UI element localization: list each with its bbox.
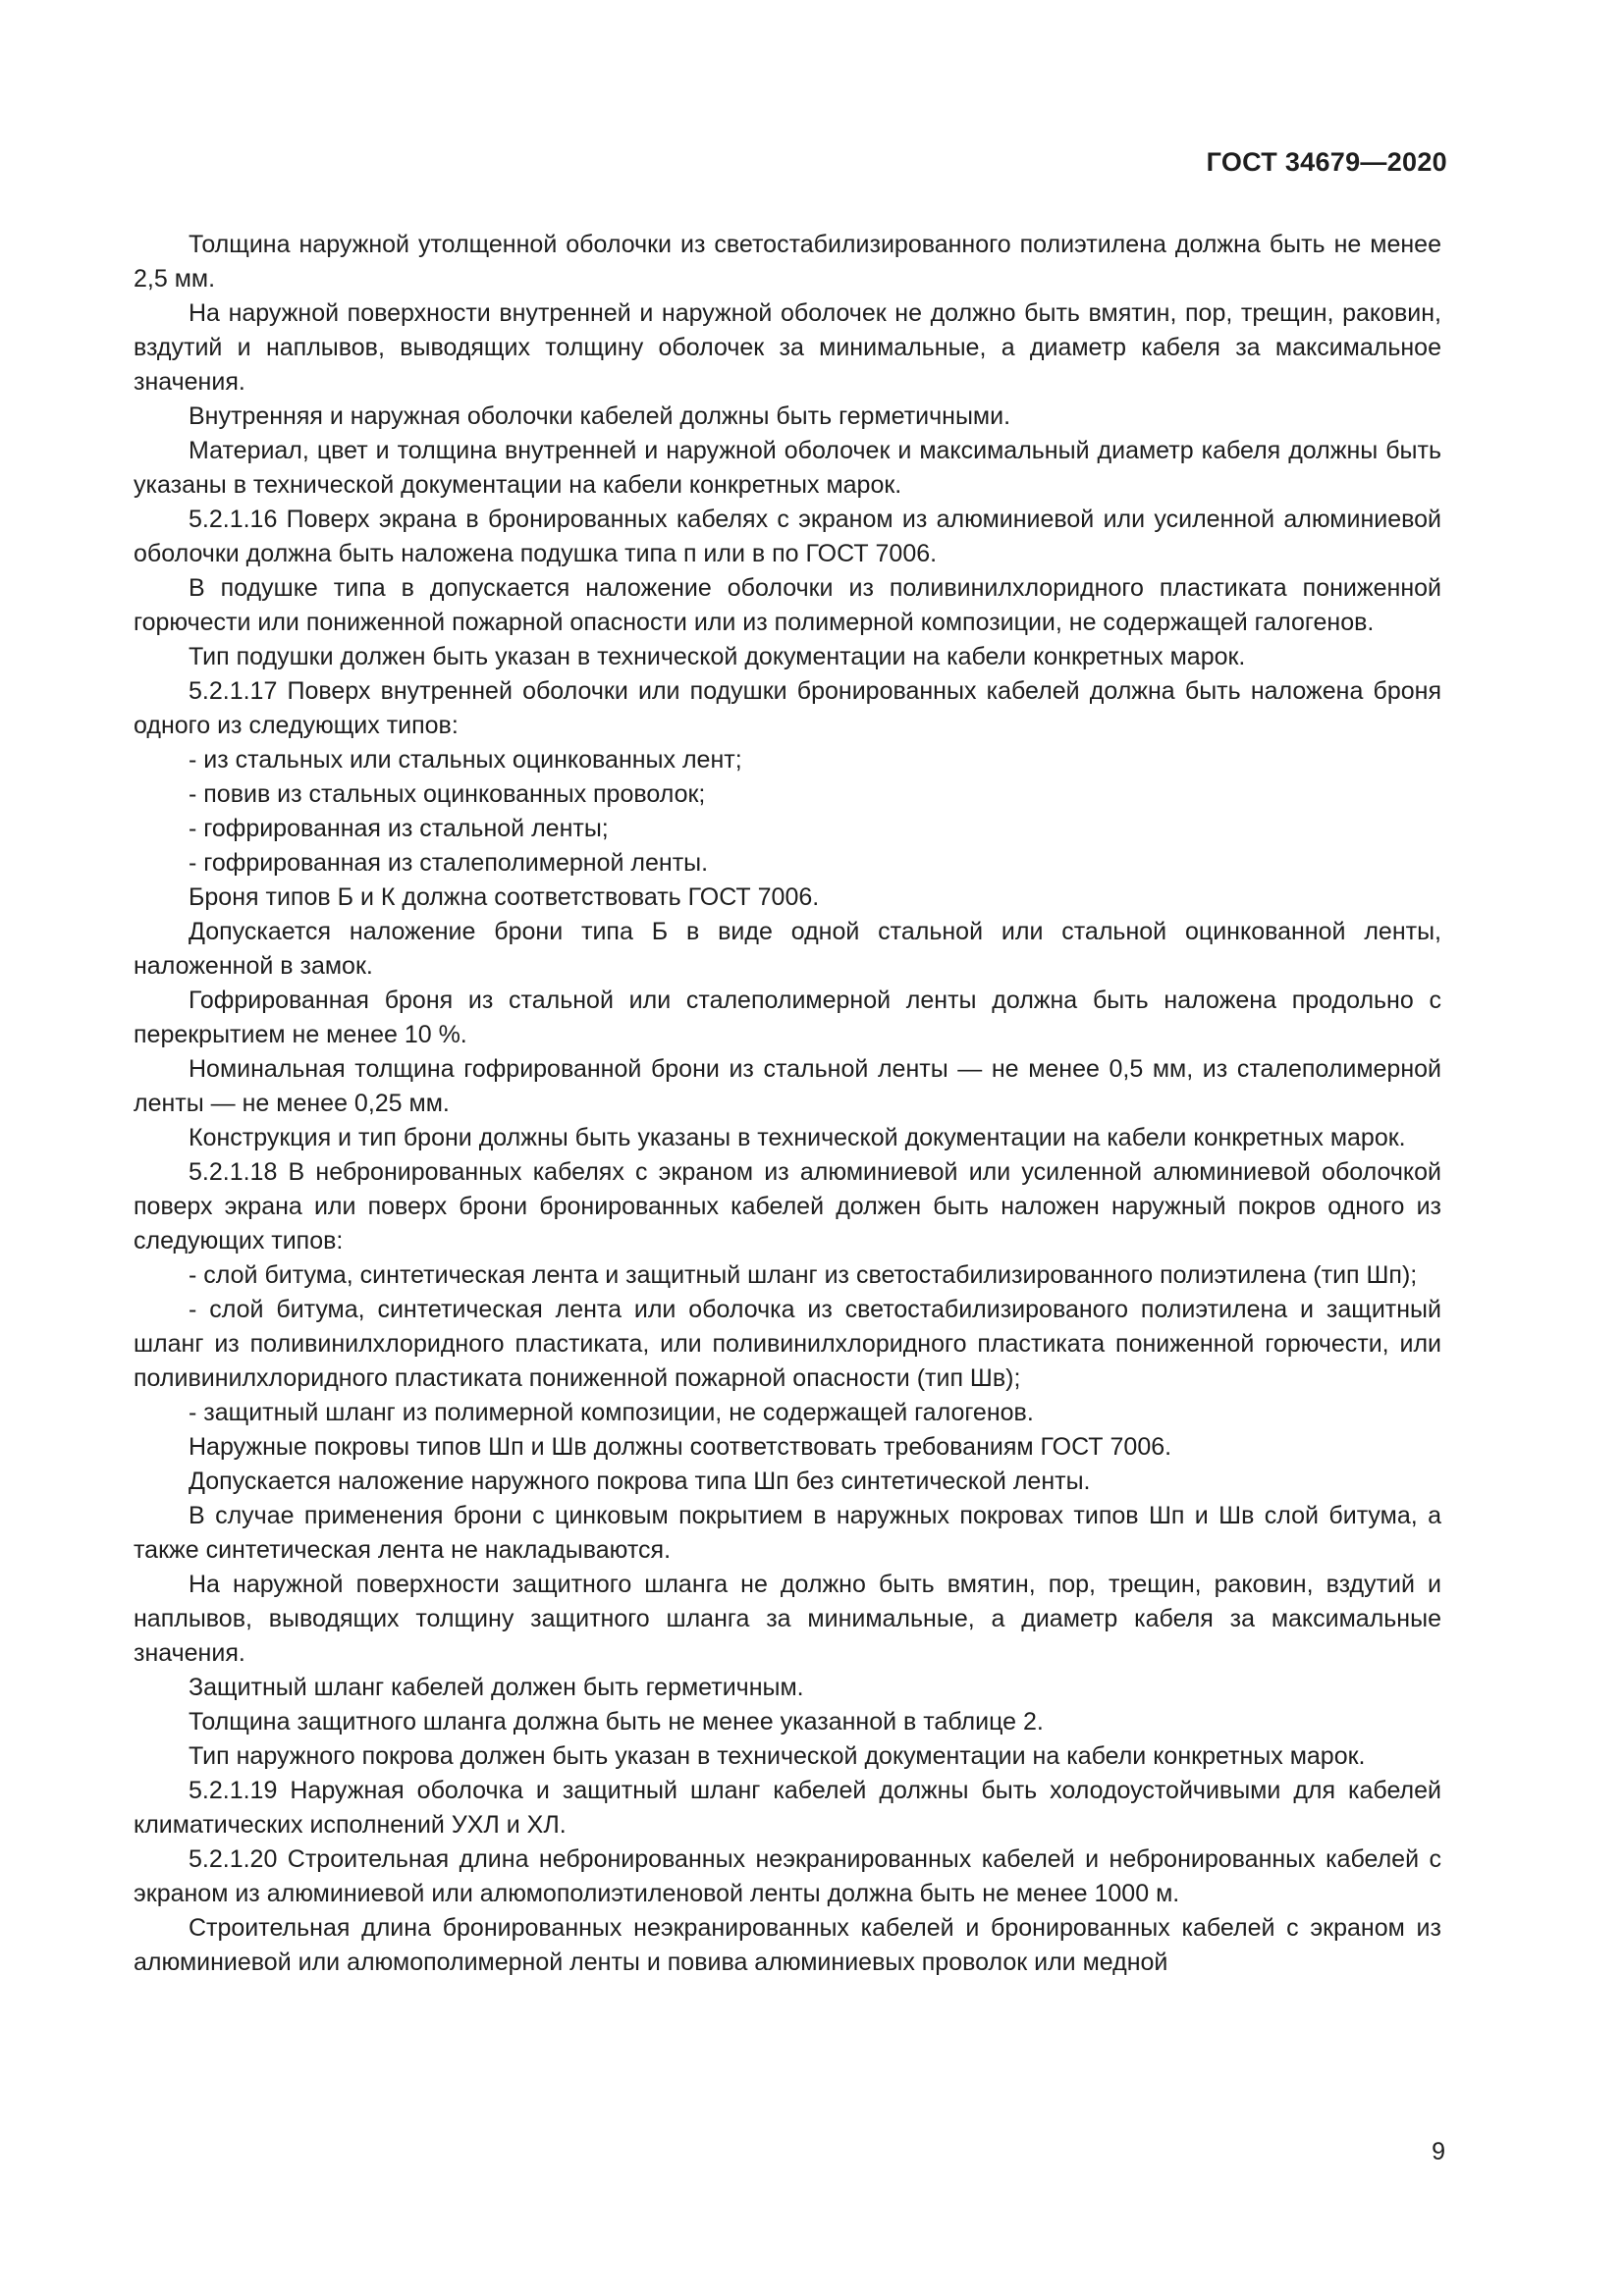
paragraph: Тип подушки должен быть указан в технической документации на кабели конкретных марок. xyxy=(189,643,1246,670)
clause-5-2-1-20: 5.2.1.20 Строительная длина небронированных неэкранированных кабелей и небронированных кабелей с экраном из алюминиевой или алюмополиэтиленовой ленты должна быть не менее 1000 м. xyxy=(134,1845,1441,1907)
clause-5-2-1-16: 5.2.1.16 Поверх экрана в бронированных кабелях с экраном из алюминиевой или усиленной алюминиевой оболочки должна быть наложена подушка типа п или в по ГОСТ 7006. xyxy=(134,506,1441,567)
paragraph: В случае применения брони с цинковым покрытием в наружных покровах типов Шп и Шв слой битума, а также синтетическая лента не накладываются. xyxy=(134,1502,1441,1564)
list-item: - слой битума, синтетическая лента или оболочка из светостабилизированого полиэтилена и защитный шланг из поливинилхлоридного пластиката, или поливинилхлоридного пластиката пониженной горючести, или поливинилхлоридного пластиката пониженной пожарной опасности (тип Шв); xyxy=(134,1296,1441,1392)
paragraph: Защитный шланг кабелей должен быть герметичным. xyxy=(189,1674,804,1701)
list-item: - из стальных или стальных оцинкованных лент; xyxy=(189,746,742,774)
page-number: 9 xyxy=(1432,2138,1445,2165)
paragraph: Строительная длина бронированных неэкранированных кабелей и бронированных кабелей с экраном из алюминиевой или алюмополимерной ленты и повива алюминиевых проволок или медной xyxy=(134,1914,1441,1976)
document-body xyxy=(134,228,1441,1980)
paragraph: Допускается наложение брони типа Б в виде одной стальной или стальной оцинкованной ленты, наложенной в замок. xyxy=(134,918,1441,980)
clause-5-2-1-18: 5.2.1.18 В небронированных кабелях с экраном из алюминиевой или усиленной алюминиевой оболочкой поверх экрана или поверх брони бронированных кабелей должен быть наложен наружный покров одного из следующих типов: xyxy=(134,1158,1441,1255)
paragraph: Толщина защитного шланга должна быть не менее указанной в таблице 2. xyxy=(189,1708,1044,1735)
paragraph: Гофрированная броня из стальной или сталеполимерной ленты должна быть наложена продольно с перекрытием не менее 10 %. xyxy=(134,987,1441,1048)
paragraph: На наружной поверхности внутренней и наружной оболочек не должно быть вмятин, пор, трещин, раковин, вздутий и наплывов, выводящих толщину оболочек за минимальные, а диаметр кабеля за максимальное значения. xyxy=(134,299,1441,396)
paragraph: Внутренняя и наружная оболочки кабелей должны быть герметичными. xyxy=(189,402,1011,430)
paragraph: Конструкция и тип брони должны быть указаны в технической документации на кабели конкретных марок. xyxy=(189,1124,1406,1151)
clause-5-2-1-17: 5.2.1.17 Поверх внутренней оболочки или подушки бронированных кабелей должна быть наложена броня одного из следующих типов: xyxy=(134,677,1441,739)
paragraph: Номинальная толщина гофрированной брони из стальной ленты — не менее 0,5 мм, из сталеполимерной ленты — не менее 0,25 мм. xyxy=(134,1055,1441,1117)
list-item: - гофрированная из сталеполимерной ленты. xyxy=(189,849,709,877)
paragraph: Толщина наружной утолщенной оболочки из светостабилизированного полиэтилена должна быть не менее 2,5 мм. xyxy=(134,231,1441,293)
paragraph: Тип наружного покрова должен быть указан в технической документации на кабели конкретных марок. xyxy=(189,1742,1366,1770)
paragraph: Броня типов Б и К должна соответствовать ГОСТ 7006. xyxy=(189,883,820,911)
list-item: - гофрированная из стальной ленты; xyxy=(189,815,609,842)
list-item: - защитный шланг из полимерной композиции, не содержащей галогенов. xyxy=(189,1399,1034,1426)
paragraph: В подушке типа в допускается наложение оболочки из поливинилхлоридного пластиката пониженной горючести или пониженной пожарной опасности или из полимерной композиции, не содержащей галогенов. xyxy=(134,574,1441,636)
paragraph: Материал, цвет и толщина внутренней и наружной оболочек и максимальный диаметр кабеля должны быть указаны в технической документации на кабели конкретных марок. xyxy=(134,437,1441,499)
clause-5-2-1-19: 5.2.1.19 Наружная оболочка и защитный шланг кабелей должны быть холодоустойчивыми для кабелей климатических исполнений УХЛ и ХЛ. xyxy=(134,1777,1441,1839)
paragraph: Допускается наложение наружного покрова типа Шп без синтетической ленты. xyxy=(189,1468,1091,1495)
document-code-header: ГОСТ 34679—2020 xyxy=(1206,147,1447,177)
list-item: - слой битума, синтетическая лента и защитный шланг из светостабилизированного полиэтилена (тип Шп); xyxy=(189,1261,1418,1289)
paragraph: Наружные покровы типов Шп и Шв должны соответствовать требованиям ГОСТ 7006. xyxy=(189,1433,1172,1461)
list-item: - повив из стальных оцинкованных проволок; xyxy=(189,780,706,808)
paragraph: На наружной поверхности защитного шланга не должно быть вмятин, пор, трещин, раковин, вздутий и наплывов, выводящих толщину защитного шланга за минимальные, а диаметр кабеля за максимальные значения. xyxy=(134,1571,1441,1667)
